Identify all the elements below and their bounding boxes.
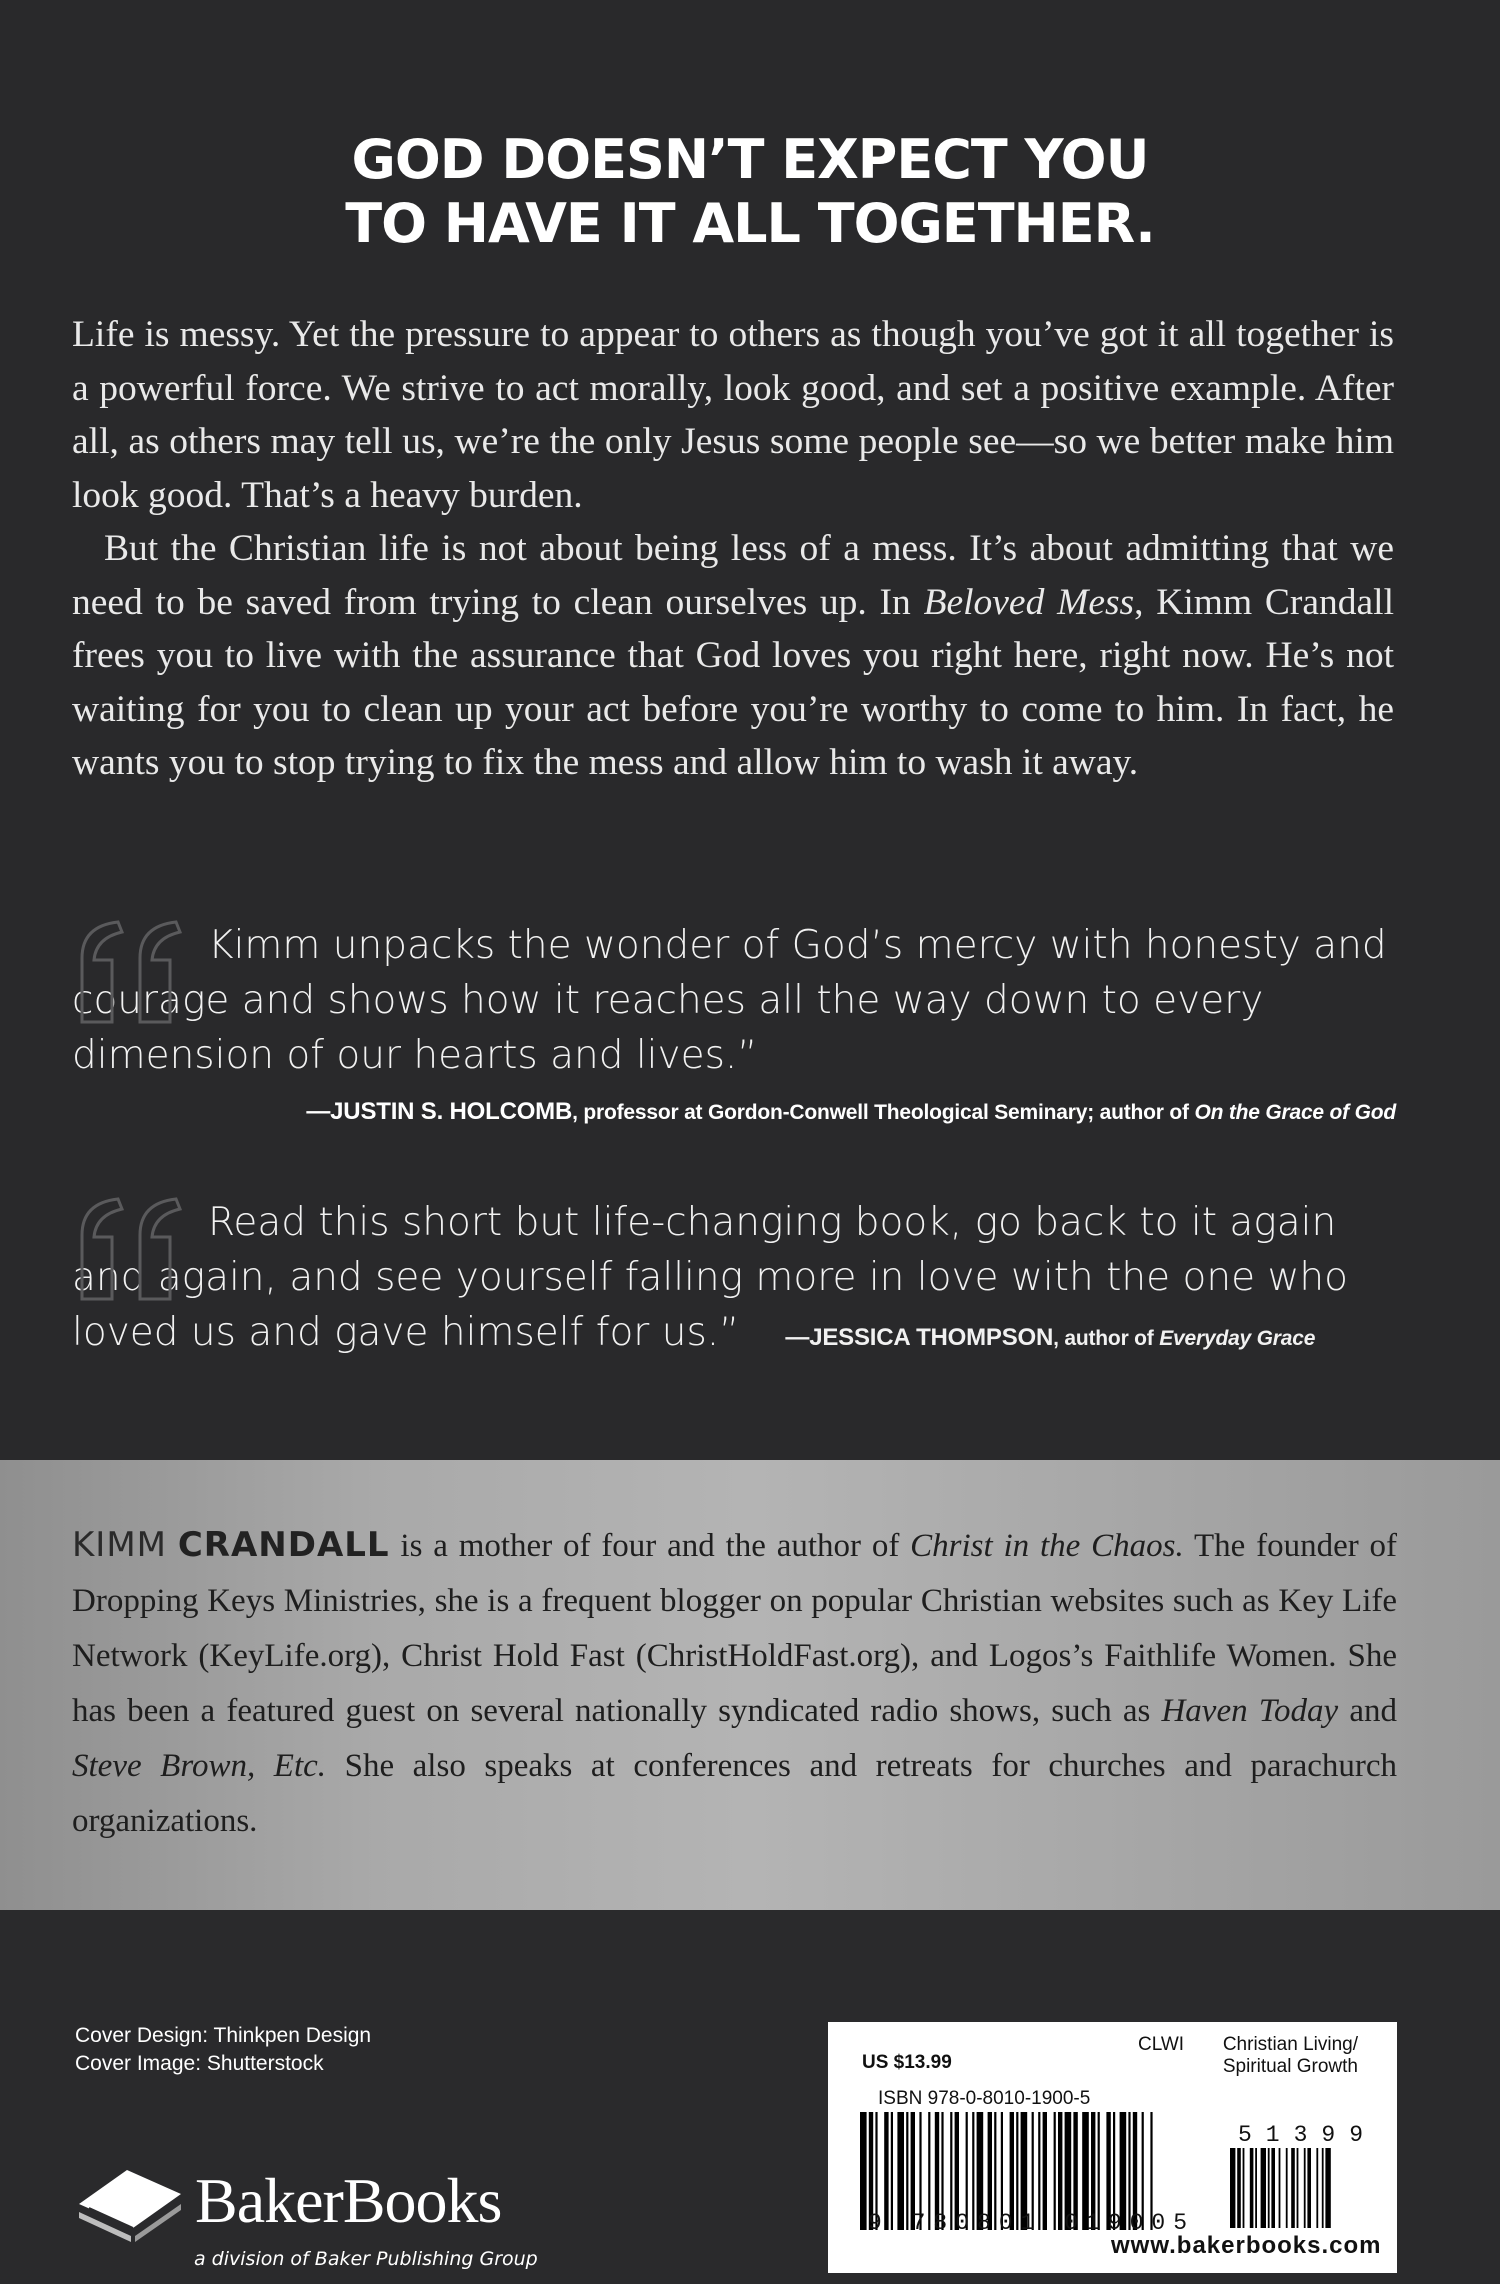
headline-line-1: GOD DOESN’T EXPECT YOU	[351, 128, 1149, 191]
endorser-role: , author of	[1053, 1327, 1160, 1350]
endorsement-text: Kimm unpacks the wonder of God’s mercy with honesty and courage and shows how it reaches all the way down to every dimension of our hearts and lives.”	[72, 923, 1387, 1078]
endorser-name: —JUSTIN S. HOLCOMB	[306, 1098, 573, 1125]
endorsement-1-attribution	[306, 1098, 1396, 1126]
price: US $13.99	[862, 2052, 952, 2073]
bio-book-title: Christ in the Chaos.	[910, 1528, 1184, 1564]
publisher-name: BakerBooks	[195, 2165, 502, 2236]
category: Christian Living/ Spiritual Growth	[1222, 2034, 1358, 2077]
publisher-url: www.bakerbooks.com	[1111, 2232, 1382, 2259]
bakerbooks-logo-icon	[75, 2164, 185, 2242]
endorser-name: —JESSICA THOMPSON	[785, 1324, 1054, 1351]
headline-line-2: TO HAVE IT ALL TOGETHER.	[345, 192, 1155, 255]
endorser-work: Everyday Grace	[1159, 1327, 1316, 1350]
isbn: ISBN 978-0-8010-1900-5	[878, 2088, 1091, 2109]
quote-mark-icon	[72, 1195, 190, 1305]
endorsement-1	[72, 918, 1402, 1083]
endorser-work: On the Grace of God	[1194, 1101, 1396, 1124]
bio-text: She also speaks at conferences and retreats for churches and parachurch organizations.	[72, 1748, 1397, 1839]
book-title: Beloved Mess	[923, 581, 1135, 623]
bio-show-title: Steve Brown, Etc.	[72, 1748, 327, 1784]
publisher-division: a division of Baker Publishing Group	[194, 2248, 538, 2270]
barcode-addon-bars-icon	[1228, 2148, 1378, 2228]
cover-image-credit: Cover Image: Shutterstock	[75, 2052, 324, 2075]
bio-show-title: Haven Today	[1161, 1693, 1339, 1729]
endorsement-quote: Read this short but life-changing book, go back to it again and again, and see yourself falling more in love with the one who loved us and gave himself for us.”	[72, 1200, 1348, 1355]
bio-text: is a mother of four and the author of	[389, 1528, 911, 1564]
description-text: But the Christian life is not about being less of a mess. It’s about admitting that we need to be saved from trying to clean ourselves up. In	[72, 528, 1394, 623]
quote-mark-icon	[72, 918, 190, 1028]
description-text: , Kimm Crandall frees you to live with the assurance that God loves you right here, right now. He’s not waiting for you to clean up your act before you’re worthy to come to him. In fact, he wants you to stop trying to fix the mess and allow him to wash it away.	[72, 581, 1395, 783]
description-paragraph-2	[72, 522, 1394, 790]
author-first-name: KIMM	[72, 1525, 167, 1565]
bio-text: and	[1338, 1693, 1397, 1729]
author-bio	[72, 1518, 1397, 1849]
category-code: CLWI	[1138, 2034, 1185, 2055]
addon-digits: 51399	[1238, 2122, 1378, 2148]
endorsement-text	[72, 1195, 1402, 1366]
endorsement-2-attribution	[785, 1324, 1316, 1351]
bio-text: The founder of Dropping Keys Ministries, she is a frequent blogger on popular Christian websites such as Key Life Network (KeyLife.org), Christ Hold Fast (ChristHoldFast.org), and Logos’s Faithlife Women. She has been a featured guest on several nationally syndicated radio shows, such as	[72, 1528, 1398, 1729]
publisher-block	[75, 2150, 575, 2270]
barcode-label	[828, 2022, 1397, 2273]
endorsement-2	[72, 1195, 1402, 1366]
cover-credits	[75, 2022, 371, 2078]
cover-design-credit: Cover Design: Thinkpen Design	[75, 2024, 372, 2047]
headline	[0, 128, 1500, 256]
book-description	[72, 308, 1394, 790]
description-paragraph-1: Life is messy. Yet the pressure to appear to others as though you’ve got it all together is a powerful force. We strive to act morally, look good, and set a positive example. After all, as others may tell us, we’re the only Jesus some people see—so we better make him look good. That’s a heavy burden.	[72, 314, 1394, 516]
author-last-name: CRANDALL	[177, 1525, 390, 1565]
barcode-digits: 9 780801 019005	[868, 2210, 1196, 2236]
endorser-role: , professor at Gordon-Conwell Theological Seminary; author of	[572, 1101, 1195, 1124]
